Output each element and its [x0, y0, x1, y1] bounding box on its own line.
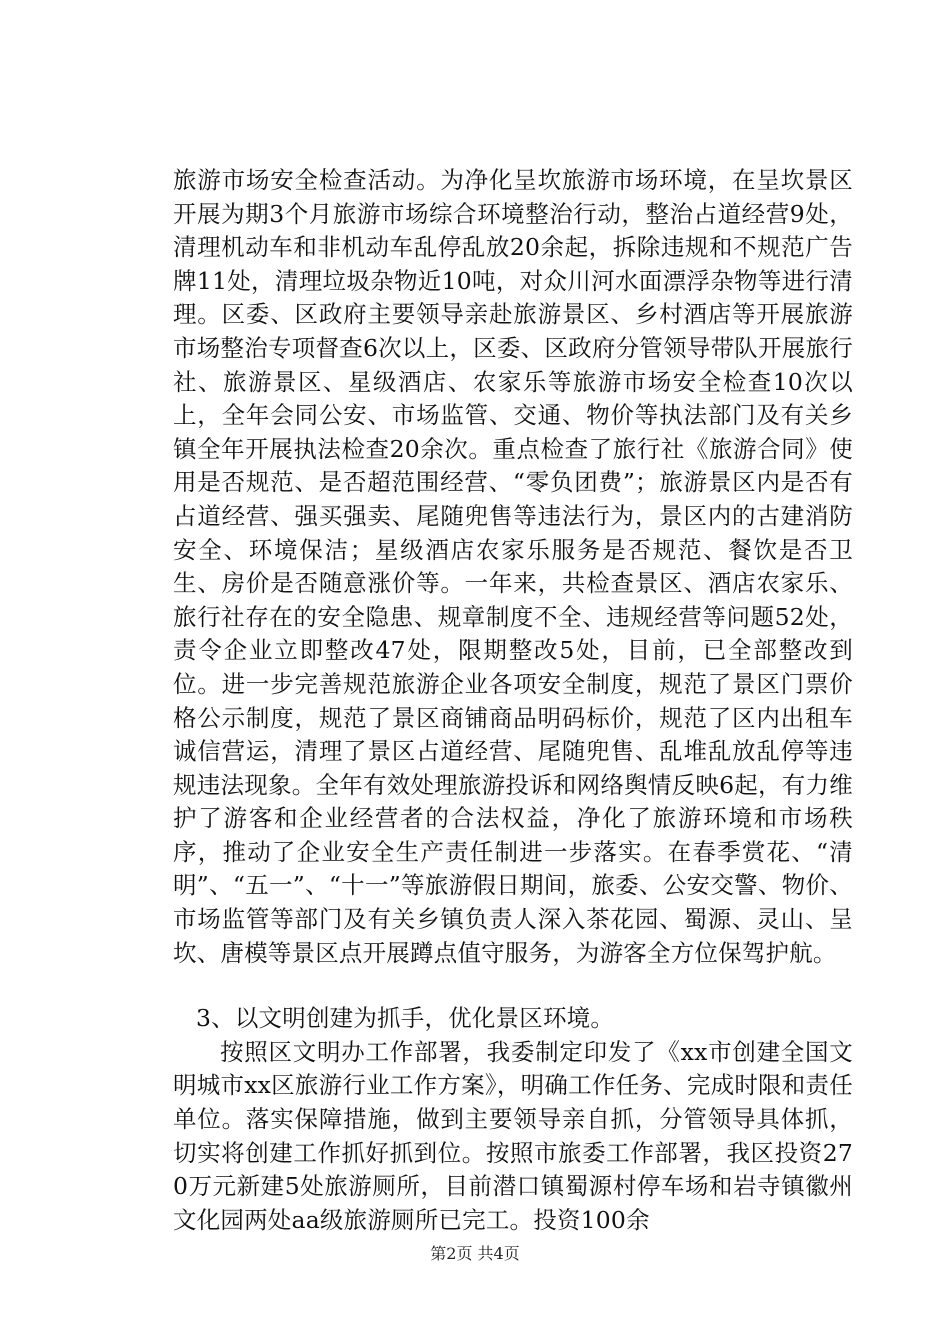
- section-heading-civilization: 3、以文明创建为抓手，优化景区环境。: [196, 1004, 615, 1033]
- paragraph-civilization-work: 按照区文明办工作部署，我委制定印发了《xx市创建全国文明城市xx区旅游行业工作方案》，明确工作任务、完成时限和责任单位。落实保障措施，做到主要领导亲自抓，分管领导具体抓，切实将创建工作抓好抓到位。按照市旅委工作部署，我区投资270万元新建5处旅游厕所，目前潜口镇蜀源村停车场和岩寺镇徽州文化园两处aa级旅游厕所已完工。投资100余: [173, 1037, 853, 1234]
- page-number-footer: 第2页 共4页: [430, 1244, 520, 1263]
- paragraph-market-inspection: 旅游市场安全检查活动。为净化呈坎旅游市场环境，在呈坎景区开展为期3个月旅游市场综合环境整治行动，整治占道经营9处，清理机动车和非机动车乱停乱放20余起，拆除违规和不规范广告牌11处，清理垃圾杂物近10吨，对众川河水面漂浮杂物等进行清理。区委、区政府主要领导亲赴旅游景区、乡村酒店等开展旅游市场整治专项督查6次以上，区委、区政府分管领导带队开展旅行社、旅游景区、星级酒店、农家乐等旅游市场安全检查10次以上，全年会同公安、市场监管、交通、物价等执法部门及有关乡镇全年开展执法检查20余次。重点检查了旅行社《旅游合同》使用是否规范、是否超范围经营、“零负团费”；旅游景区内是否有占道经营、强买强卖、尾随兜售等违法行为，景区内的古建消防安全、环境保洁；星级酒店农家乐服务是否规范、餐饮是否卫生、房价是否随意涨价等。一年来，共检查景区、酒店农家乐、旅行社存在的安全隐患、规章制度不全、违规经营等问题52处，责令企业立即整改47处，限期整改5处，目前，已全部整改到位。进一步完善规范旅游企业各项安全制度，规范了景区门票价格公示制度，规范了景区商铺商品明码标价，规范了区内出租车诚信营运，清理了景区占道经营、尾随兜售、乱堆乱放乱停等违规违法现象。全年有效处理旅游投诉和网络舆情反映6起，有力维护了游客和企业经营者的合法权益，净化了旅游环境和市场秩序，推动了企业安全生产责任制进一步落实。在春季赏花、“清明”、“五一”、“十一”等旅游假日期间，旅委、公安交警、物价、市场监管等部门及有关乡镇负责人深入茶花园、蜀源、灵山、呈坎、唐模等景区点开展蹲点值守服务，为游客全方位保驾护航。: [173, 166, 853, 967]
- document-body: [173, 164, 853, 1237]
